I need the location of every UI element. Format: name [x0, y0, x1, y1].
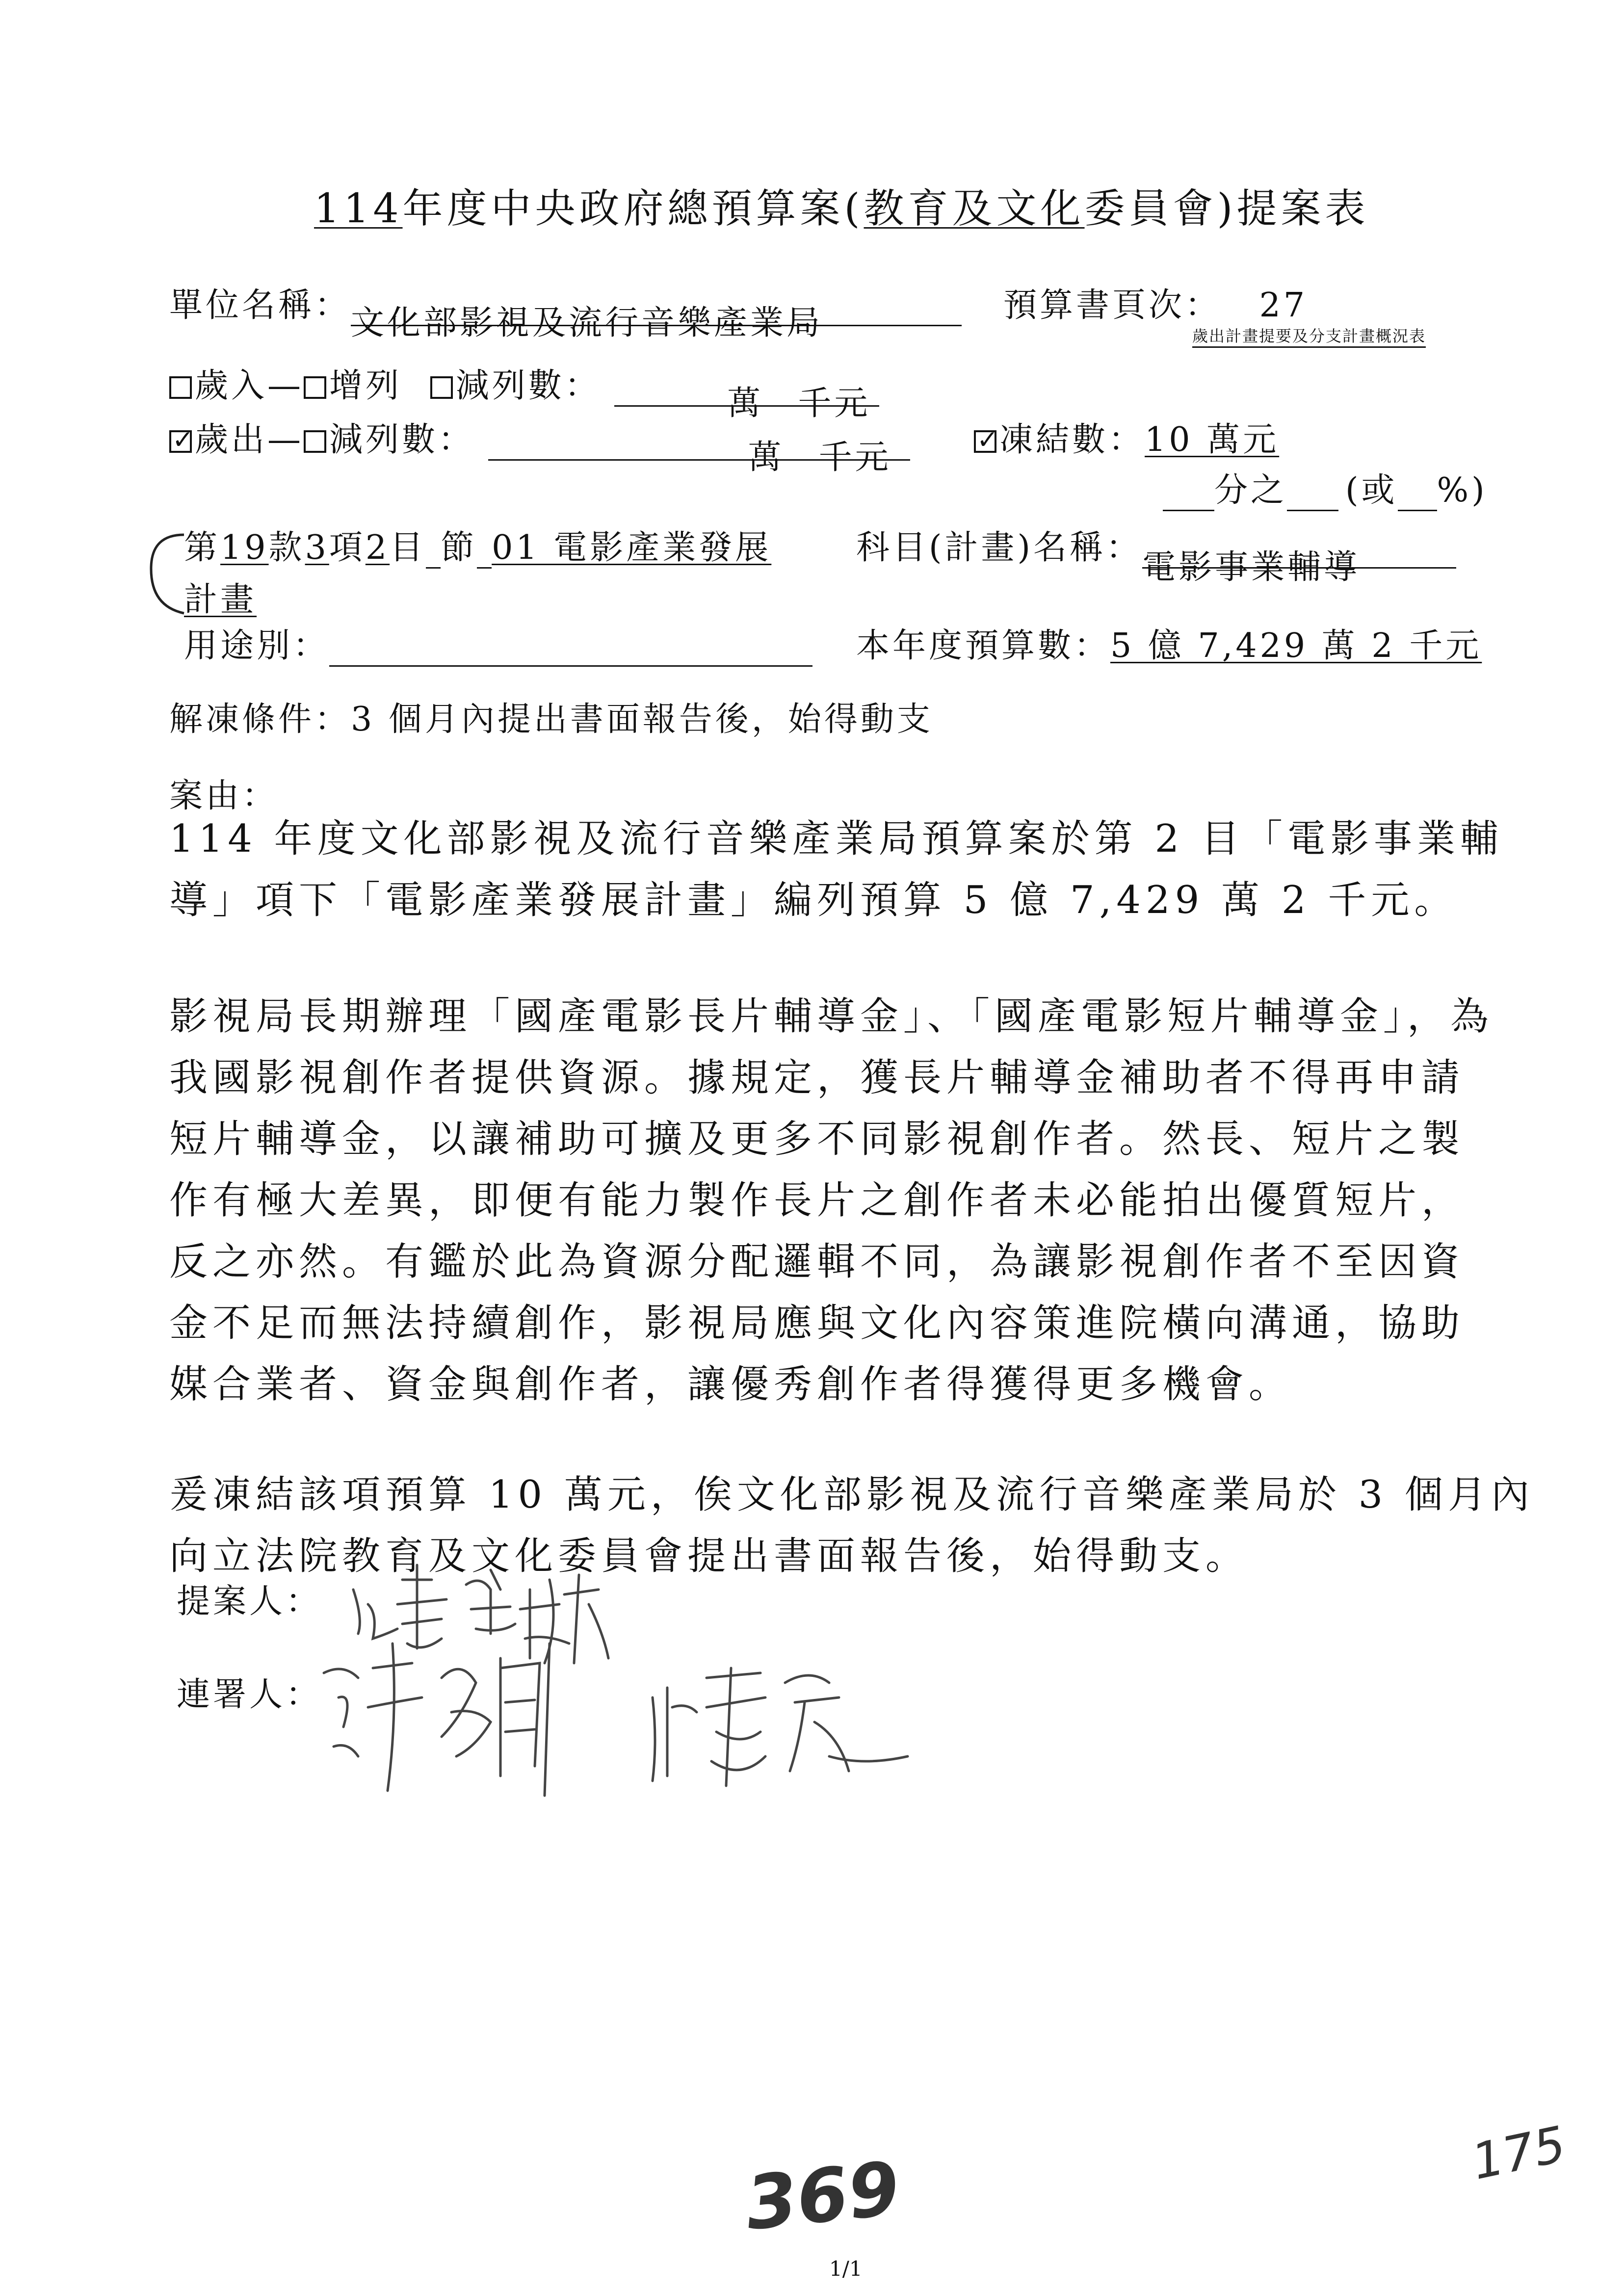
budget-value: 5 億 7,429 萬 2 千元: [1110, 626, 1482, 665]
proposer-label: 提案人：: [177, 1582, 322, 1621]
paragraph-2-line-7: 媒合業者、資金與創作者，讓優秀創作者得獲得更多機會。: [169, 1362, 1292, 1407]
paragraph-2-line-6: 金不足而無法持續創作，影視局應與文化內容策進院橫向溝通，協助: [169, 1301, 1465, 1345]
revenue-add-checkbox[interactable]: [304, 376, 326, 399]
subject-cont: 計畫: [184, 580, 257, 619]
title-text-a: 年度中央政府總預算案(: [402, 185, 864, 232]
item-blank: [426, 545, 441, 569]
bracket-mark: [142, 527, 186, 626]
unit-field: [351, 296, 962, 342]
page-number: 1/1: [829, 2257, 863, 2281]
revenue-prefix: 歲入—: [195, 366, 304, 405]
unit-label: 單位名稱：: [169, 286, 351, 325]
unit-row: [169, 279, 962, 342]
fraction-fen: 分之: [1214, 471, 1287, 510]
freeze-value: 10 萬元: [1145, 420, 1280, 459]
expense-qian: 千元: [818, 438, 891, 477]
fraction-row: [1163, 464, 1488, 511]
item-xiang: 項: [329, 528, 366, 567]
expense-checkbox[interactable]: [169, 430, 192, 453]
revenue-reduce-checkbox[interactable]: [430, 376, 453, 399]
paragraph-1-line-1: 114 年度文化部影視及流行音樂產業局預算案於第 2 目「電影事業輔: [169, 817, 1503, 861]
subject-field: [1142, 541, 1456, 587]
item-mu-num: 2: [365, 528, 390, 567]
item-blank-2: [477, 545, 492, 569]
budget-page-sub: 歲出計畫提要及分支計畫概況表: [1192, 327, 1426, 345]
item-xiang-num: 3: [305, 528, 329, 567]
expense-reduce-label: 減列數：: [329, 420, 475, 459]
revenue-checkbox[interactable]: [169, 376, 192, 399]
title-text-b: 委員會)提案表: [1084, 185, 1369, 232]
condition-row: [169, 693, 933, 740]
cosigner-signature-1: [314, 1629, 599, 1810]
item-kuan-num: 19: [220, 528, 269, 567]
revenue-reduce-label: 減列數：: [455, 366, 601, 405]
revenue-qian: 千元: [798, 384, 871, 423]
fraction-blank-1: [1163, 481, 1214, 511]
usage-row: [184, 619, 812, 667]
expense-amount-field: [488, 431, 910, 477]
fraction-blank-2: [1287, 481, 1338, 511]
unit-value: 文化部影視及流行音樂產業局: [351, 304, 823, 342]
paragraph-3-line-2: 向立法院教育及文化委員會提出書面報告後，始得動支。: [169, 1534, 1249, 1578]
usage-field: [329, 639, 812, 667]
item-di: 第: [184, 528, 221, 567]
item-kuan: 款: [268, 528, 305, 567]
freeze-checkbox[interactable]: [974, 430, 996, 453]
cosigner-label: 連署人：: [177, 1675, 322, 1714]
title-committee: 教育及文化: [864, 185, 1085, 232]
freeze-row: [974, 413, 1279, 461]
title-year: 114: [314, 185, 403, 232]
revenue-add-label: 增列: [329, 366, 402, 405]
expense-prefix: 歲出—: [195, 420, 304, 459]
fraction-pct: %): [1437, 471, 1488, 510]
revenue-row: [169, 359, 879, 423]
reason-label: 案由：: [169, 777, 279, 815]
paragraph-2-line-2: 我國影視創作者提供資源。據規定，獲長片輔導金補助者不得再申請: [169, 1056, 1465, 1100]
paragraph-2-line-3: 短片輔導金，以讓補助可擴及更多不同影視創作者。然長、短片之製: [169, 1117, 1465, 1161]
paragraph-3-line-1: 爰凍結該項預算 10 萬元，俟文化部影視及流行音樂產業局於 3 個月內: [169, 1473, 1535, 1517]
fraction-blank-3: [1398, 481, 1437, 511]
expense-reduce-checkbox[interactable]: [304, 430, 326, 453]
item-jie: 節: [441, 528, 477, 567]
cosigner-signature-2: [643, 1658, 927, 1800]
revenue-wan: 萬: [727, 384, 764, 423]
paragraph-2-line-5: 反之亦然。有鑑於此為資源分配邏輯不同，為讓影視創作者不至因資: [169, 1240, 1465, 1284]
condition-label: 解凍條件：: [169, 700, 351, 739]
budget-page-value: 27: [1259, 286, 1308, 325]
subject-label: 科目(計畫)名稱：: [856, 528, 1143, 567]
condition-value: 3 個月內提出書面報告後，始得動支: [351, 700, 933, 739]
subject-value: 電影事業輔導: [1142, 548, 1361, 587]
page-stamp-right: 175: [1467, 2115, 1571, 2191]
budget-page-label: 預算書頁次：: [1003, 286, 1222, 325]
item-mu: 目: [390, 528, 426, 567]
freeze-label: 凍結數：: [999, 420, 1145, 459]
paragraph-2-line-1: 影視局長期辦理「國產電影長片輔導金」、「國產電影短片輔導金」，為: [169, 994, 1494, 1039]
document-title: [314, 177, 1369, 234]
usage-label: 用途別：: [184, 626, 330, 665]
item-jie-value: 01 電影產業發展: [492, 528, 772, 567]
expense-wan: 萬: [748, 438, 785, 477]
budget-page-row: [1003, 279, 1308, 326]
subject-row: [856, 521, 1456, 587]
item-row: [184, 521, 771, 569]
revenue-amount-field: [614, 377, 879, 423]
paragraph-1-line-2: 導」項下「電影產業發展計畫」編列預算 5 億 7,429 萬 2 千元。: [169, 878, 1458, 922]
budget-row: [856, 619, 1482, 667]
fraction-huo: (或: [1345, 471, 1398, 510]
expense-row: [169, 413, 910, 477]
paragraph-2-line-4: 作有極大差異，即便有能力製作長片之創作者未必能拍出優質短片，: [169, 1178, 1465, 1223]
budget-label: 本年度預算數：: [856, 626, 1111, 665]
page-stamp-left: 369: [741, 2146, 904, 2247]
